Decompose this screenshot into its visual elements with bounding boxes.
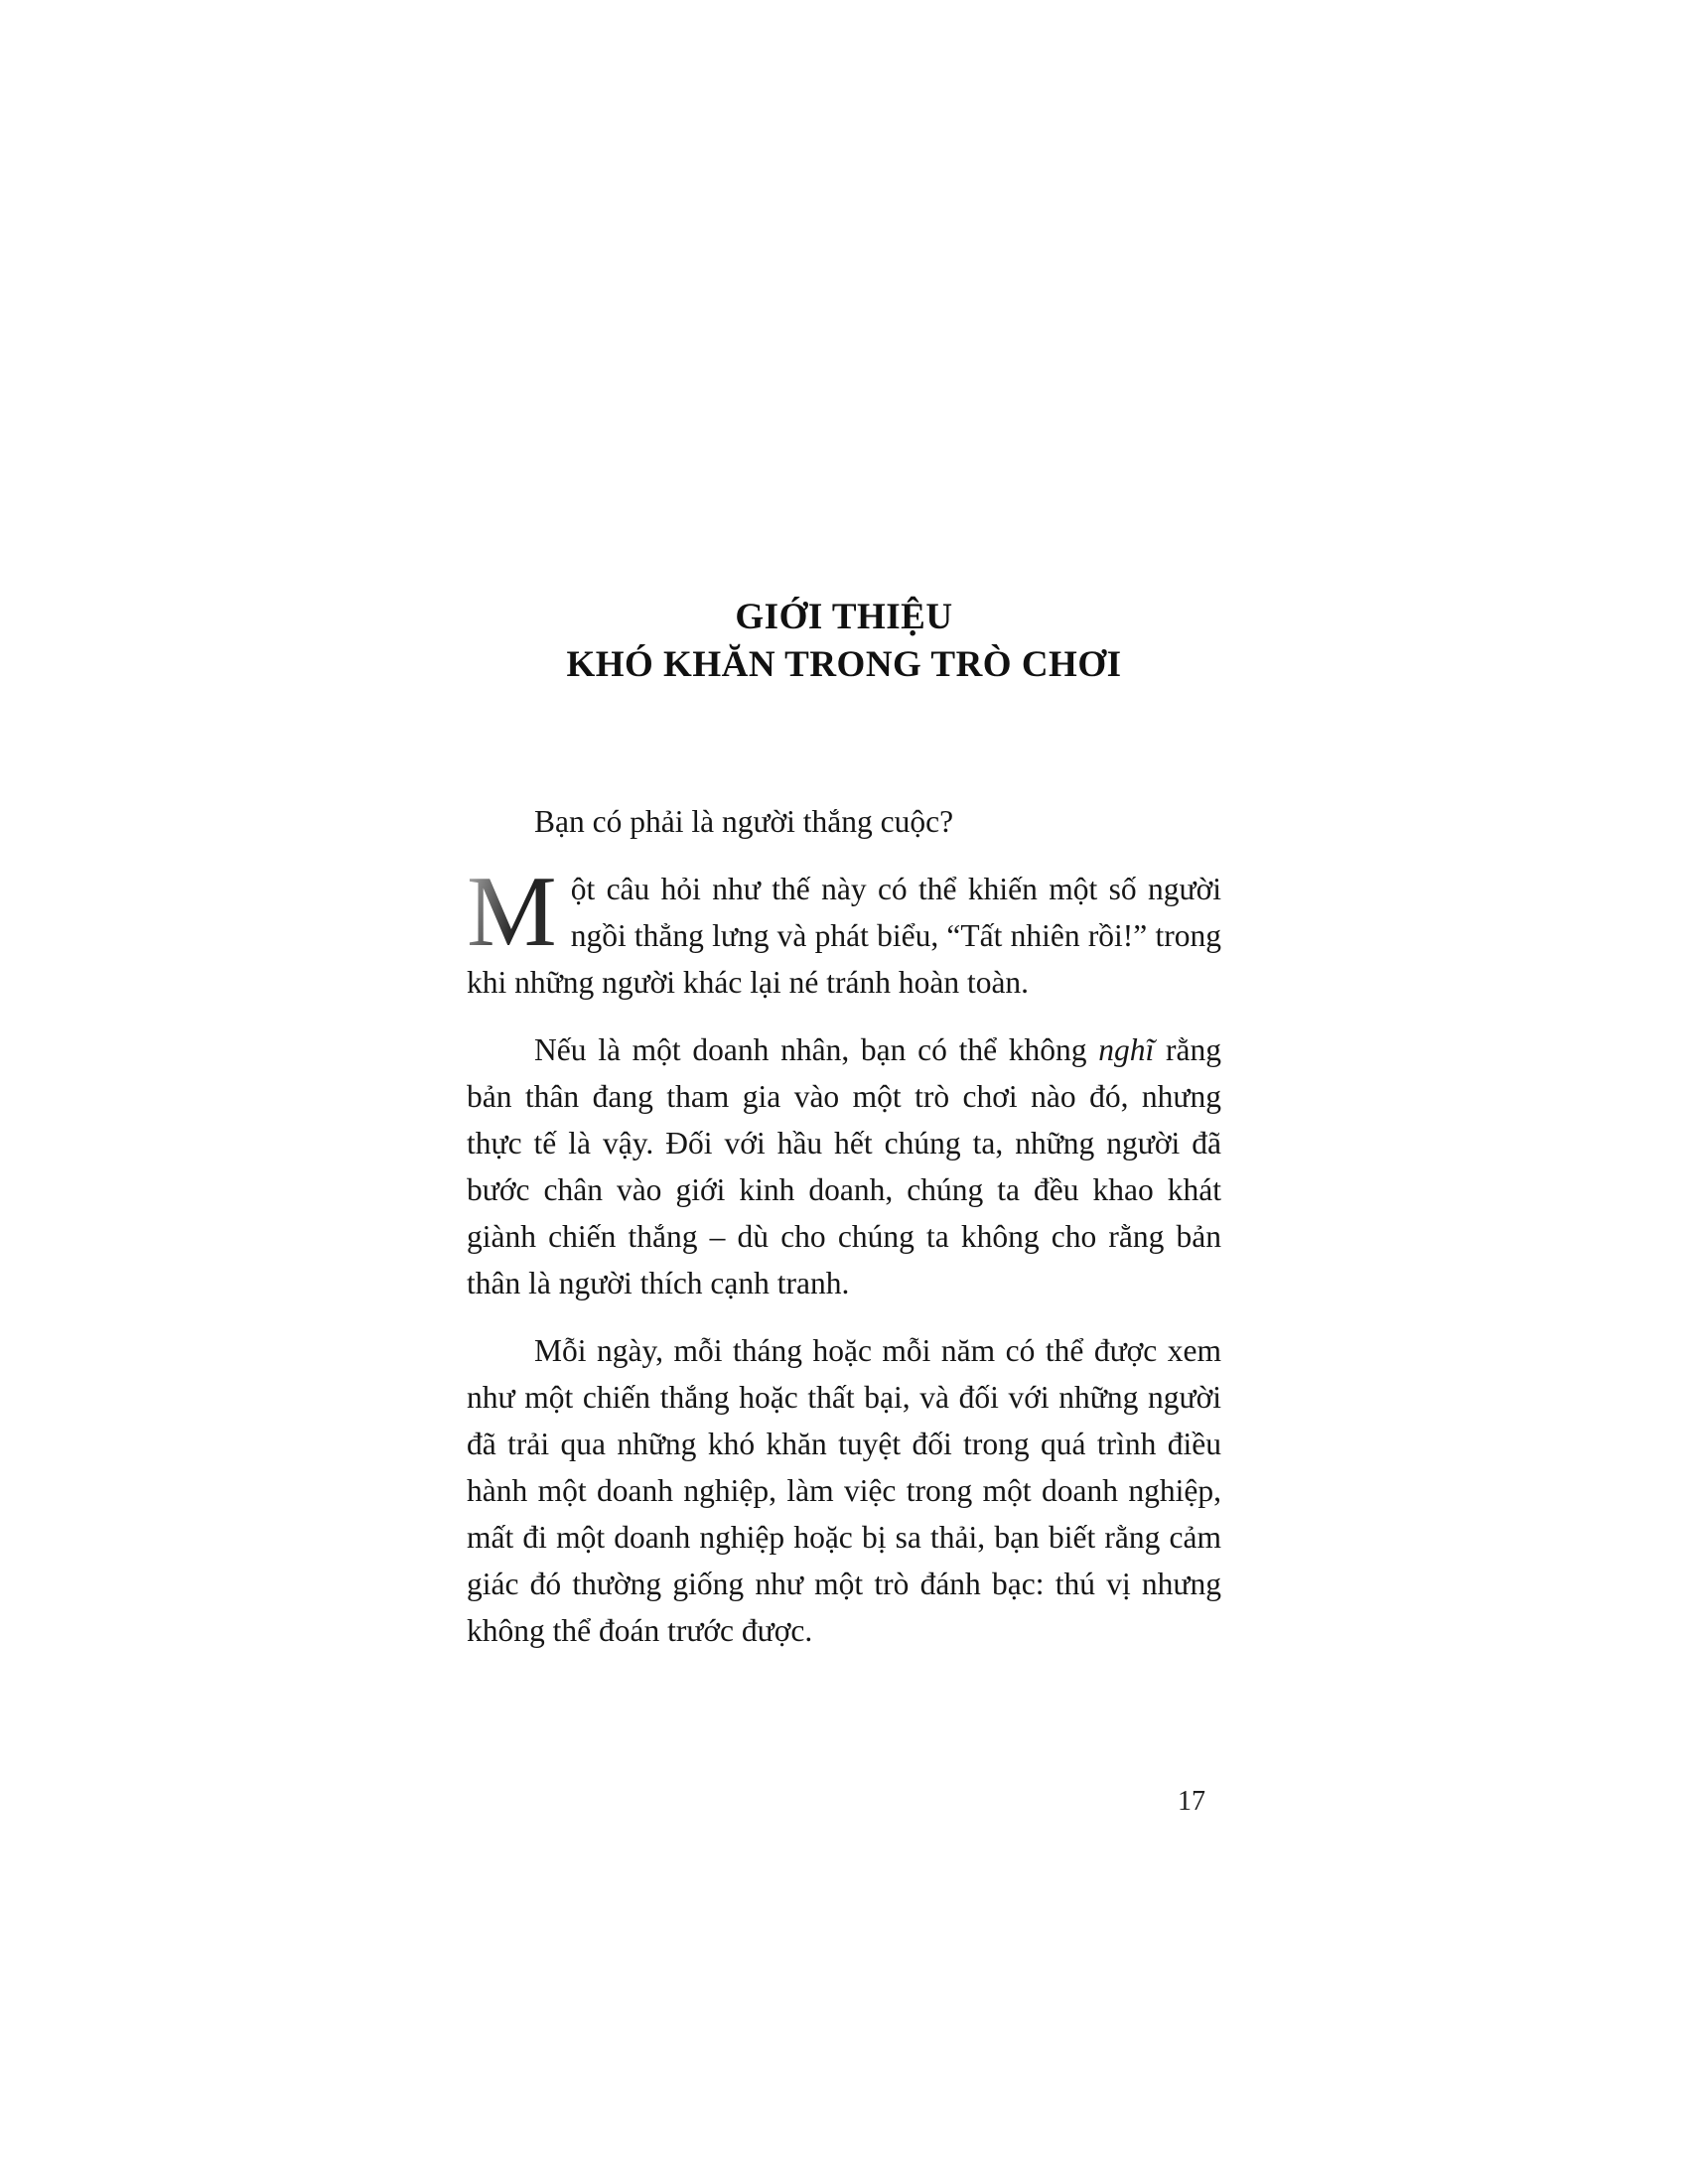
chapter-title-line1: GIỚI THIỆU bbox=[735, 597, 953, 637]
paragraph-dropcap-text: ột câu hỏi như thế này có thể khiến một số người ngồi thẳng lưng và phát biểu, “Tất nhiên rồi!” trong khi những người khác lại né tránh hoàn toàn. bbox=[467, 872, 1221, 1000]
dropcap-letter-m: M bbox=[467, 856, 557, 968]
page-number: 17 bbox=[1178, 1786, 1205, 1817]
chapter-title-line2: KHÓ KHĂN TRONG TRÒ CHƠI bbox=[566, 644, 1122, 685]
page-content bbox=[467, 594, 1221, 1675]
paragraph-2-text-post: rằng bản thân đang tham gia vào một trò chơi nào đó, nhưng thực tế là vậy. Đối với hầu hết chúng ta, những người đã bước chân vào giới kinh doanh, chúng ta đều khao khát giành chiến thắng – dù cho chúng ta không cho rằng bản thân là người thích cạnh tranh. bbox=[467, 1032, 1221, 1300]
paragraph-dropcap bbox=[467, 856, 1221, 1006]
chapter-title bbox=[467, 594, 1221, 689]
intro-question: Bạn có phải là người thắng cuộc? bbox=[534, 804, 954, 839]
paragraph-2 bbox=[467, 1026, 1221, 1306]
paragraph-2-text-pre: Nếu là một doanh nhân, bạn có thể không bbox=[534, 1032, 1099, 1067]
paragraph-2-italic-word: nghĩ bbox=[1098, 1032, 1155, 1067]
paragraph-3: Mỗi ngày, mỗi tháng hoặc mỗi năm có thể được xem như một chiến thắng hoặc thất bại, và đối với những người đã trải qua những khó khăn tuyệt đối trong quá trình điều hành một doanh nghiệp, làm việc trong một doanh nghiệp, mất đi một doanh nghiệp hoặc bị sa thải, bạn biết rằng cảm giác đó thường giống như một trò đánh bạc: thú vị nhưng không thể đoán trước được. bbox=[467, 1333, 1221, 1648]
